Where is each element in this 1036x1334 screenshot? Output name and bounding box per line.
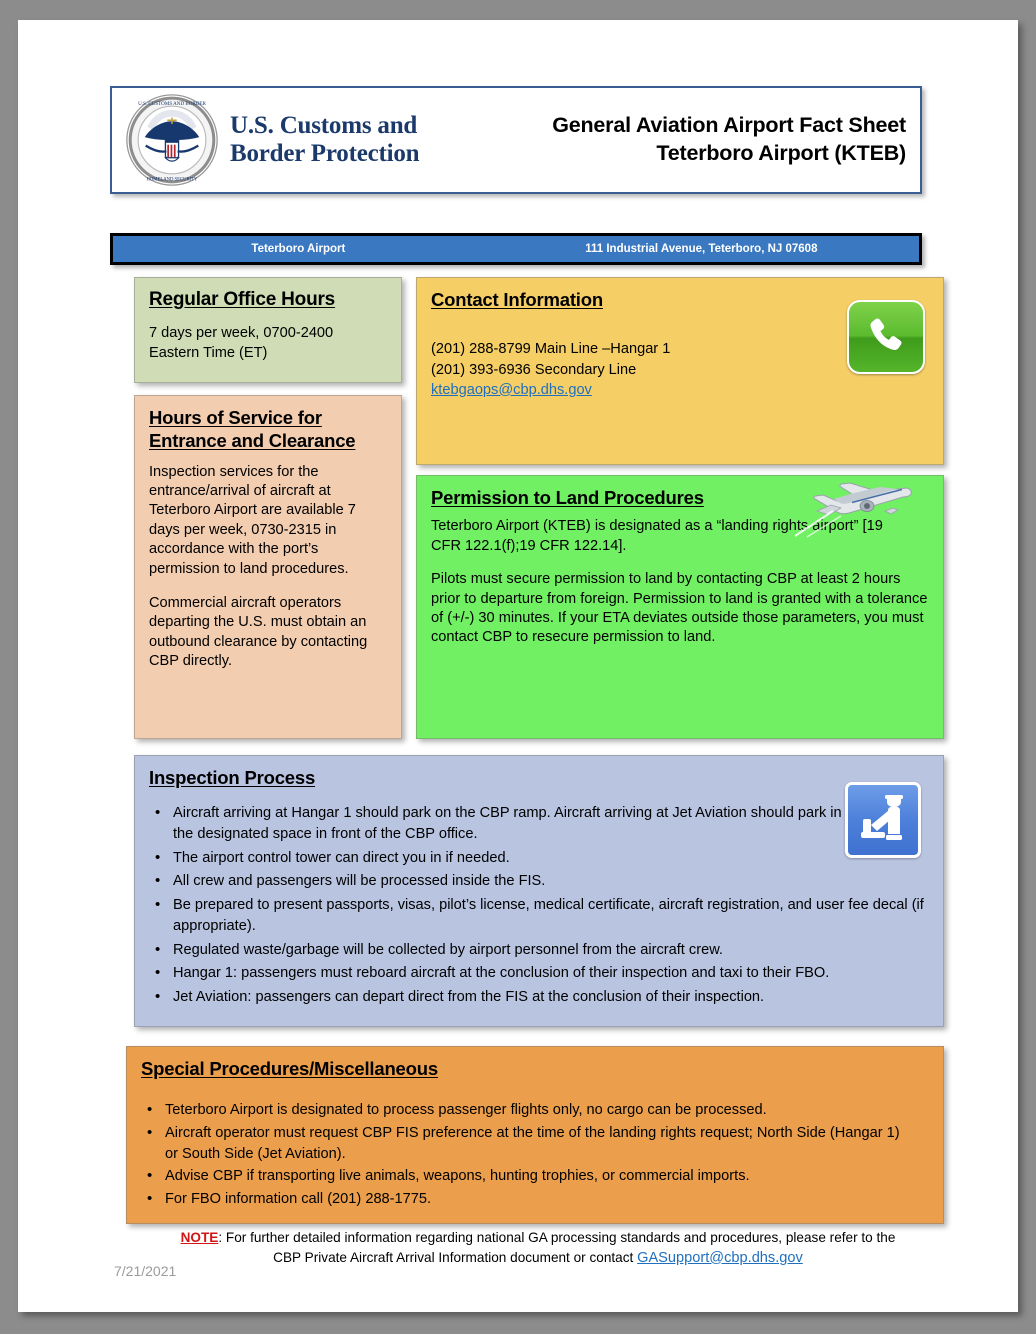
list-item: • Jet Aviation: passengers can depart direct from the FIS at the conclusion of their inspection. xyxy=(149,987,929,1008)
title-line-1: General Aviation Airport Fact Sheet xyxy=(552,113,906,138)
contact-main-line: (201) 288-8799 Main Line –Hangar 1 xyxy=(431,341,671,358)
list-item: • For FBO information call (201) 288-1775. xyxy=(141,1189,929,1210)
list-item: • All crew and passengers will be processed inside the FIS. xyxy=(149,871,929,892)
permission-heading: Permission to Land Procedures xyxy=(431,487,704,508)
cbp-seal-icon xyxy=(120,90,224,190)
agency-line-1: U.S. Customs and xyxy=(230,112,418,139)
note-label: NOTE xyxy=(180,1230,219,1245)
hours-service-heading-line-1: Hours of Service for xyxy=(149,407,322,428)
ga-support-email-link[interactable]: GASupport@cbp.dhs.gov xyxy=(637,1249,803,1266)
list-item: • Hangar 1: passengers must reboard aircraft at the conclusion of their inspection and taxi to their FBO. xyxy=(149,963,929,984)
permission-to-land-panel xyxy=(416,475,944,739)
list-item: • The airport control tower can direct you in if needed. xyxy=(149,848,929,869)
list-item: • Aircraft arriving at Hangar 1 should park on the CBP ramp. Aircraft arriving at Jet Aviation should park in the designated space in front of the CBP office. xyxy=(149,803,849,844)
note-text: : For further detailed information regarding national GA processing standards and procedures, please refer to the CBP Private Aircraft Arrival Information document or contact xyxy=(218,1230,896,1265)
special-bullet-list xyxy=(141,1100,929,1210)
inspection-bullet-list xyxy=(149,803,929,1007)
contact-information-panel xyxy=(416,277,944,465)
cbp-wordmark xyxy=(230,112,419,168)
customs-officer-icon xyxy=(845,782,921,858)
hours-service-heading-line-2: Entrance and Clearance xyxy=(149,430,356,452)
contact-email-link[interactable]: ktebgaops@cbp.dhs.gov xyxy=(431,381,592,398)
office-hours-line-1: 7 days per week, 0700-2400 xyxy=(149,324,334,341)
special-procedures-panel xyxy=(126,1046,944,1224)
document-date: 7/21/2021 xyxy=(114,1263,177,1279)
airplane-icon xyxy=(789,478,915,540)
address-band xyxy=(110,233,922,265)
phone-icon xyxy=(847,300,925,374)
footer-note xyxy=(168,1228,908,1269)
list-item: • Teterboro Airport is designated to process passenger flights only, no cargo can be processed. xyxy=(141,1100,929,1121)
airport-name: Teterboro Airport xyxy=(251,243,346,255)
hours-of-service-panel xyxy=(134,395,402,739)
hours-service-paragraph-2: Commercial aircraft operators departing the U.S. must obtain an outbound clearance by contacting CBP directly. xyxy=(149,595,368,670)
agency-line-2: Border Protection xyxy=(230,140,420,167)
contact-secondary-line: (201) 393-6936 Secondary Line xyxy=(431,362,637,379)
list-item: • Aircraft operator must request CBP FIS preference at the time of the landing rights request; North Side (Hangar 1) or South Side (Jet Aviation). xyxy=(141,1123,901,1164)
svg-text:HOMELAND SECURITY: HOMELAND SECURITY xyxy=(146,177,198,183)
list-item: • Be prepared to present passports, visas, pilot’s license, medical certificate, aircraft registration, and user fee decal (if appropriate). xyxy=(149,895,929,936)
inspection-process-panel xyxy=(134,755,944,1027)
title-line-2: Teterboro Airport (KTEB) xyxy=(656,141,906,165)
regular-office-hours-panel xyxy=(134,277,402,383)
contact-heading: Contact Information xyxy=(431,289,603,310)
document-header xyxy=(110,86,922,194)
permission-paragraph-2: Pilots must secure permission to land by contacting CBP at least 2 hours prior to departure from foreign. Permission to land is granted with a tolerance of (+/-) 30 minutes. If your ETA deviates outside those parameters, you must contact CBP to resecure permission to land. xyxy=(431,571,928,646)
list-item: • Regulated waste/garbage will be collected by airport personnel from the aircraft crew. xyxy=(149,940,929,961)
hours-service-heading xyxy=(149,406,387,453)
airport-address: 111 Industrial Avenue, Teterboro, NJ 07608 xyxy=(585,243,818,255)
list-item: • Advise CBP if transporting live animals, weapons, hunting trophies, or commercial imports. xyxy=(141,1166,929,1187)
svg-text:U.S. CUSTOMS AND BORDER: U.S. CUSTOMS AND BORDER xyxy=(138,101,206,108)
hours-service-paragraph-1: Inspection services for the entrance/arrival of aircraft at Teterboro Airport are available 7 days per week, 0730-2315 in accordance with the port’s permission to land procedures. xyxy=(149,463,356,577)
page-title xyxy=(419,112,920,168)
office-hours-heading: Regular Office Hours xyxy=(149,289,336,310)
document-page xyxy=(18,20,1018,1312)
permission-paragraph-1: Teterboro Airport (KTEB) is designated as a “landing rights airport” [19 CFR 122.1(f);19 CFR 122.14]. xyxy=(431,518,883,554)
office-hours-line-2: Eastern Time (ET) xyxy=(149,344,268,361)
special-heading: Special Procedures/Miscellaneous xyxy=(141,1058,438,1079)
inspection-heading: Inspection Process xyxy=(149,767,316,788)
